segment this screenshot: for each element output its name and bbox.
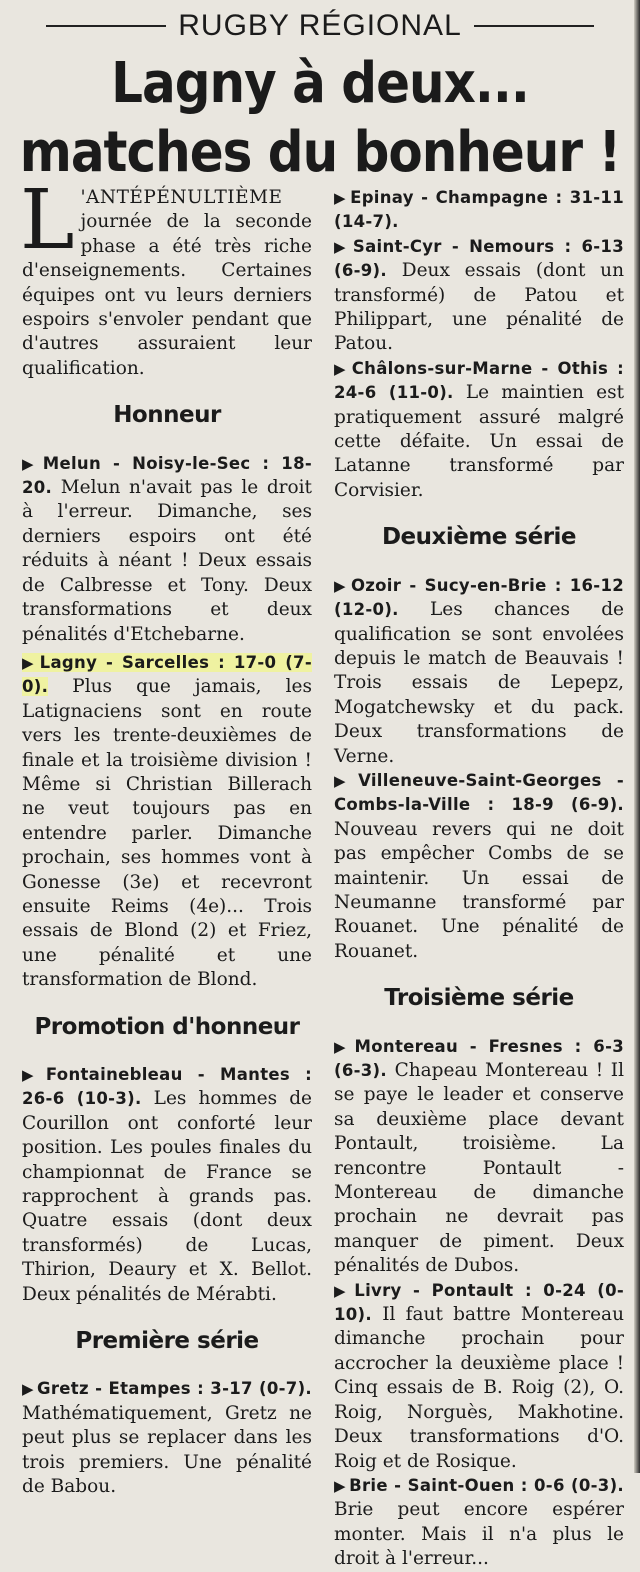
match-score: Villeneuve-Saint-Georges - Combs-la-Ville : 18-9 (6-9). [334, 770, 624, 815]
headline [0, 48, 640, 187]
match-score: Melun - Noisy-le-Sec : 18-20. [22, 453, 312, 498]
match-report: Deux essais (dont un transformé) de Patou et Philippart, une pénalité de Patou. [334, 260, 624, 355]
arrow-icon: ▶ [334, 771, 356, 790]
lead-first-word: 'ANTÉPÉNULTIÈME [80, 187, 283, 208]
match-livry [334, 1279, 624, 1474]
rubric-rule-left [46, 25, 166, 27]
rubric-header [0, 6, 640, 46]
match-saint-cyr [334, 235, 624, 357]
match-report: Melun n'avait pas le droit à l'erreur. Dimanche, ses derniers espoirs ont été réduits à néant ! Deux essais de Calbresse et Tony. Deux transformations et deux pénalités d'Etchebarne. [22, 477, 312, 645]
section-premiere-serie: Première série [75, 1328, 259, 1355]
match-score: Montereau - Fresnes : 6-3 (6-3). [334, 1036, 624, 1080]
match-gretz [22, 1377, 312, 1499]
section-promotion-honneur: Promotion d'honneur [34, 1013, 300, 1040]
headline-line-2: matches du bonheur ! [19, 119, 621, 185]
match-lagny [22, 651, 312, 993]
match-report: Nouveau revers qui ne doit pas empêcher Combs de se maintenir. Un essai de Neumanne transformé par Rouanet. Une pénalité de Rouanet. [334, 818, 624, 962]
section-troisieme-serie: Troisième série [384, 985, 574, 1012]
column-right [334, 186, 624, 1572]
match-melun [22, 452, 312, 647]
match-brie [334, 1474, 624, 1572]
match-fontainebleau [22, 1063, 312, 1307]
match-score: Ozoir - Sucy-en-Brie : 16-12 (12-0). [334, 575, 625, 620]
match-score: Brie - Saint-Ouen : 0-6 (0-3). [349, 1475, 624, 1495]
match-chalons [334, 357, 624, 503]
match-ozoir [334, 574, 624, 769]
drop-cap: L [20, 173, 75, 268]
match-score: Livry - Pontault : 0-24 (0-10). [334, 1280, 625, 1325]
arrow-icon: ▶ [22, 454, 40, 473]
match-report: Il faut battre Montereau dimanche prochain pour accrocher la deuxième place ! Cinq essais de B. Roig (2), O. Roig, Norguès, Makhotine. Deux transformations d'O. Roig et de Rosique. [334, 1304, 624, 1472]
page-edge-shadow [634, 0, 640, 1473]
match-score: Châlons-sur-Marne - Othis : 24-6 (11-0). [334, 358, 624, 403]
match-report: Les chances de qualification se sont envolées depuis le match de Beauvais ! Trois essais de Lepepz, Mogatchewsky et du pack. Deux transformations de Verne. [334, 599, 624, 767]
match-report: Le maintien est pratiquement assuré malgré cette défaite. Un essai de Latanne transformé par Corvisier. [334, 382, 625, 501]
match-report: Les hommes de Courillon ont conforté leur position. Les poules finales du championnat de France se rapprochent à grands pas. Quatre essais (dont deux transformés) de Lucas, Thirion, Deaury et X. Bellot. Deux pénalités de Mérabti. [22, 1088, 312, 1305]
match-score: Saint-Cyr - Nemours : 6-13 (6-9). [334, 236, 624, 281]
match-report: Brie peut encore espérer monter. Mais il n'a plus le droit à l'erreur... [334, 1499, 624, 1570]
match-header [22, 1379, 312, 1398]
arrow-icon: ▶ [334, 576, 348, 595]
match-report: Plus que jamais, les Latignaciens sont en route vers les trente-deuxièmes de finale et la troisième division ! Même si Christian Billerach ne veut toujours pas en entendre parler. Dimanche prochain, ses hommes vont à Gonesse (3e) et recevront ensuite Reims (4e)... Trois essais de Blond (2) et Friez, une pénalité et une transformation de Blond. [22, 676, 312, 991]
rubric-rule-right [474, 25, 594, 27]
match-score: Epinay - Champagne : 31-11 (14-7). [334, 188, 624, 232]
arrow-icon: ▶ [334, 359, 349, 378]
match-score: Fontainebleau - Mantes : 26-6 (10-3). [22, 1065, 312, 1109]
match-score: Lagny - Sarcelles : 17-0 (7-0). [22, 652, 312, 697]
match-header [334, 188, 624, 231]
arrow-icon: ▶ [22, 653, 37, 672]
arrow-icon: ▶ [334, 1037, 352, 1056]
lead-paragraph [20, 173, 312, 381]
match-epinay [334, 186, 624, 235]
arrow-icon: ▶ [334, 1476, 347, 1495]
match-score: Gretz - Etampes : 3-17 (0-7). [37, 1379, 312, 1399]
match-header [334, 1476, 624, 1495]
headline-line-1: Lagny à deux... [111, 50, 529, 116]
match-villeneuve [334, 769, 624, 964]
arrow-icon: ▶ [22, 1380, 35, 1399]
section-deuxieme-serie: Deuxième série [381, 524, 577, 551]
arrow-icon: ▶ [334, 1281, 352, 1300]
match-report: Mathématiquement, Gretz ne peut plus se replacer dans les trois premiers. Une pénalité de Babou. [22, 1402, 312, 1498]
arrow-icon: ▶ [334, 237, 350, 256]
match-report: Chapeau Montereau ! Il se paye le leader et conserve sa deuxième place devant Pontault, troisième. La rencontre Pontault - Montereau de dimanche prochain ne devrait pas manquer de piment. Deux pénalités de Dubos. [334, 1060, 624, 1277]
arrow-icon: ▶ [334, 189, 348, 207]
rubric-label: RUGBY RÉGIONAL [178, 9, 462, 42]
match-header [334, 771, 624, 814]
lead-text: journée de la seconde phase a été très riche d'enseignements. Certaines équipes ont vu leurs derniers espoirs s'envoler pendant que d'autres assuraient leur qualification. [22, 211, 312, 379]
match-montereau [334, 1035, 624, 1279]
column-left [20, 173, 312, 1500]
section-honneur: Honneur [113, 402, 221, 429]
arrow-icon: ▶ [22, 1066, 43, 1084]
